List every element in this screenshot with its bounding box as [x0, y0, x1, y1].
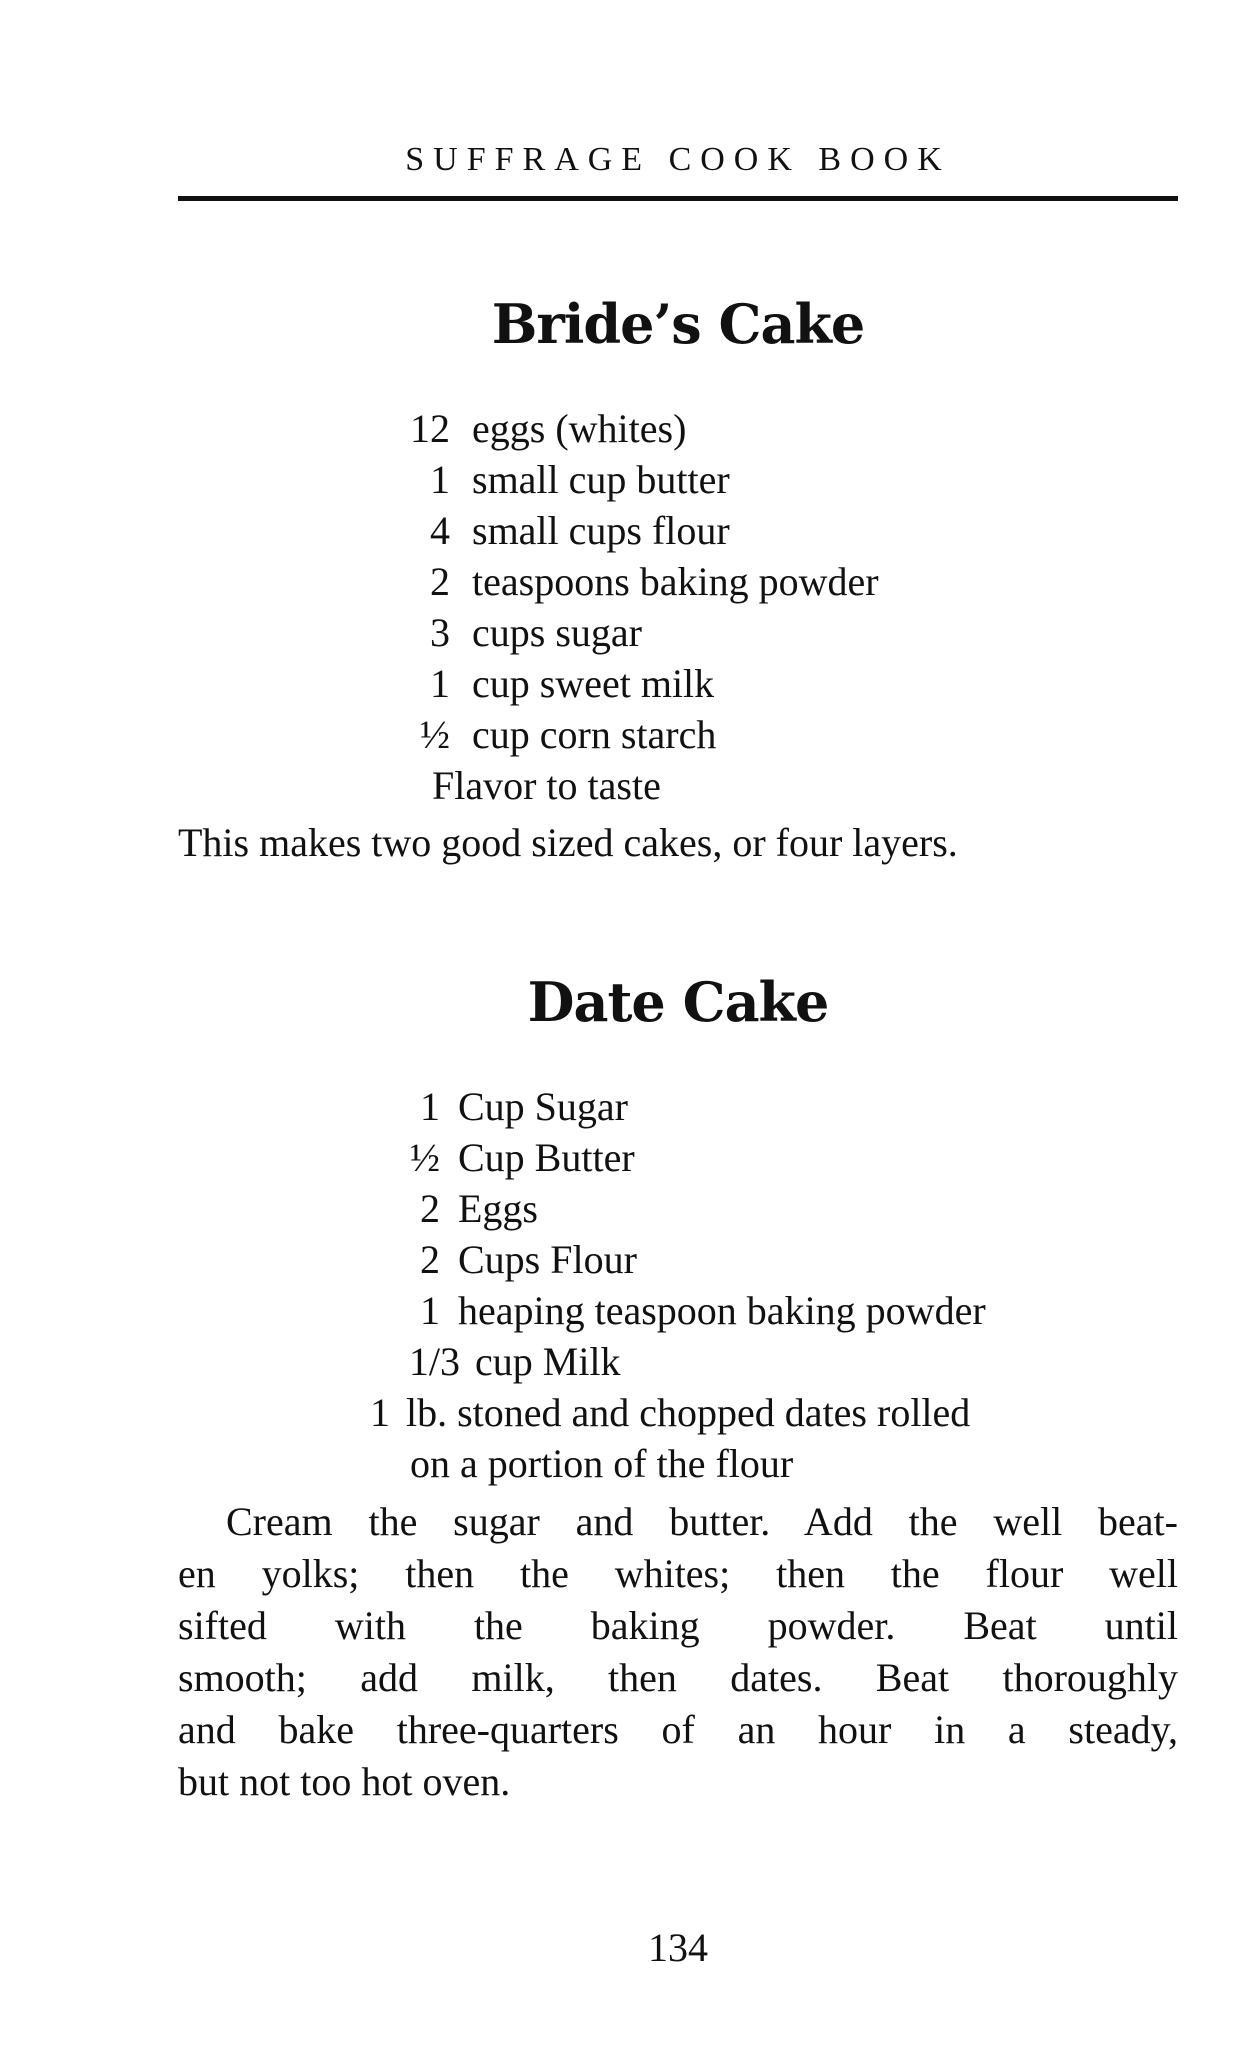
- ingredient-quantity: 2: [420, 1237, 440, 1282]
- ingredient-text: Eggs: [458, 1186, 538, 1231]
- method-line: smooth; add milk, then dates. Beat thoroughly: [178, 1655, 1178, 1700]
- ingredient-text: on a portion of the flour: [410, 1441, 794, 1486]
- recipe-title-date-cake: Date Cake: [527, 970, 829, 1034]
- ingredient-quantity: ½: [410, 1135, 440, 1180]
- page-number: 134: [648, 1925, 708, 1970]
- method-line: sifted with the baking powder. Beat until: [178, 1603, 1178, 1648]
- ingredient-text: cups sugar: [472, 610, 642, 655]
- ingredient-text: cup sweet milk: [472, 661, 715, 706]
- ingredient-text: lb. stoned and chopped dates rolled: [406, 1390, 971, 1435]
- ingredient-text: heaping teaspoon baking powder: [458, 1288, 986, 1333]
- running-head: SUFFRAGE COOK BOOK: [405, 141, 951, 178]
- ingredient-quantity: 1: [420, 1288, 440, 1333]
- recipe-method-date-cake: [178, 1496, 1178, 1808]
- ingredient-text: small cup butter: [472, 457, 730, 502]
- ingredient-quantity: 1: [420, 1084, 440, 1129]
- ingredient-quantity: 3: [430, 610, 450, 655]
- ingredient-quantity: 2: [420, 1186, 440, 1231]
- recipe-title-brides-cake: Bride’s Cake: [491, 292, 865, 356]
- ingredient-quantity: 4: [430, 508, 450, 553]
- ingredient-text: Cups Flour: [458, 1237, 637, 1282]
- ingredient-text: Flavor to taste: [432, 763, 661, 808]
- ingredient-quantity: 1: [430, 661, 450, 706]
- ingredient-quantity: 1: [370, 1390, 390, 1435]
- ingredient-quantity: 2: [430, 559, 450, 604]
- method-line: Cream the sugar and butter. Add the well beat-: [226, 1499, 1178, 1544]
- recipe-note-brides-cake: This makes two good sized cakes, or four layers.: [178, 820, 958, 865]
- ingredient-quantity: ½: [420, 712, 450, 757]
- ingredient-text: teaspoons baking powder: [472, 559, 879, 604]
- ingredient-quantity: 1: [430, 457, 450, 502]
- ingredient-text: eggs (whites): [472, 406, 687, 451]
- ingredient-text: cup Milk: [475, 1339, 621, 1384]
- method-line: but not too hot oven.: [178, 1759, 511, 1804]
- ingredient-text: small cups flour: [472, 508, 730, 553]
- ingredient-text: cup corn starch: [472, 712, 717, 757]
- ingredient-text: Cup Butter: [458, 1135, 635, 1180]
- ingredient-quantity: 1/3: [408, 1339, 460, 1384]
- method-line: and bake three-quarters of an hour in a steady,: [178, 1707, 1178, 1752]
- ingredient-quantity: 12: [410, 406, 450, 451]
- header-rule: [178, 196, 1178, 201]
- method-line: en yolks; then the whites; then the flour well: [178, 1551, 1178, 1596]
- ingredient-text: Cup Sugar: [458, 1084, 628, 1129]
